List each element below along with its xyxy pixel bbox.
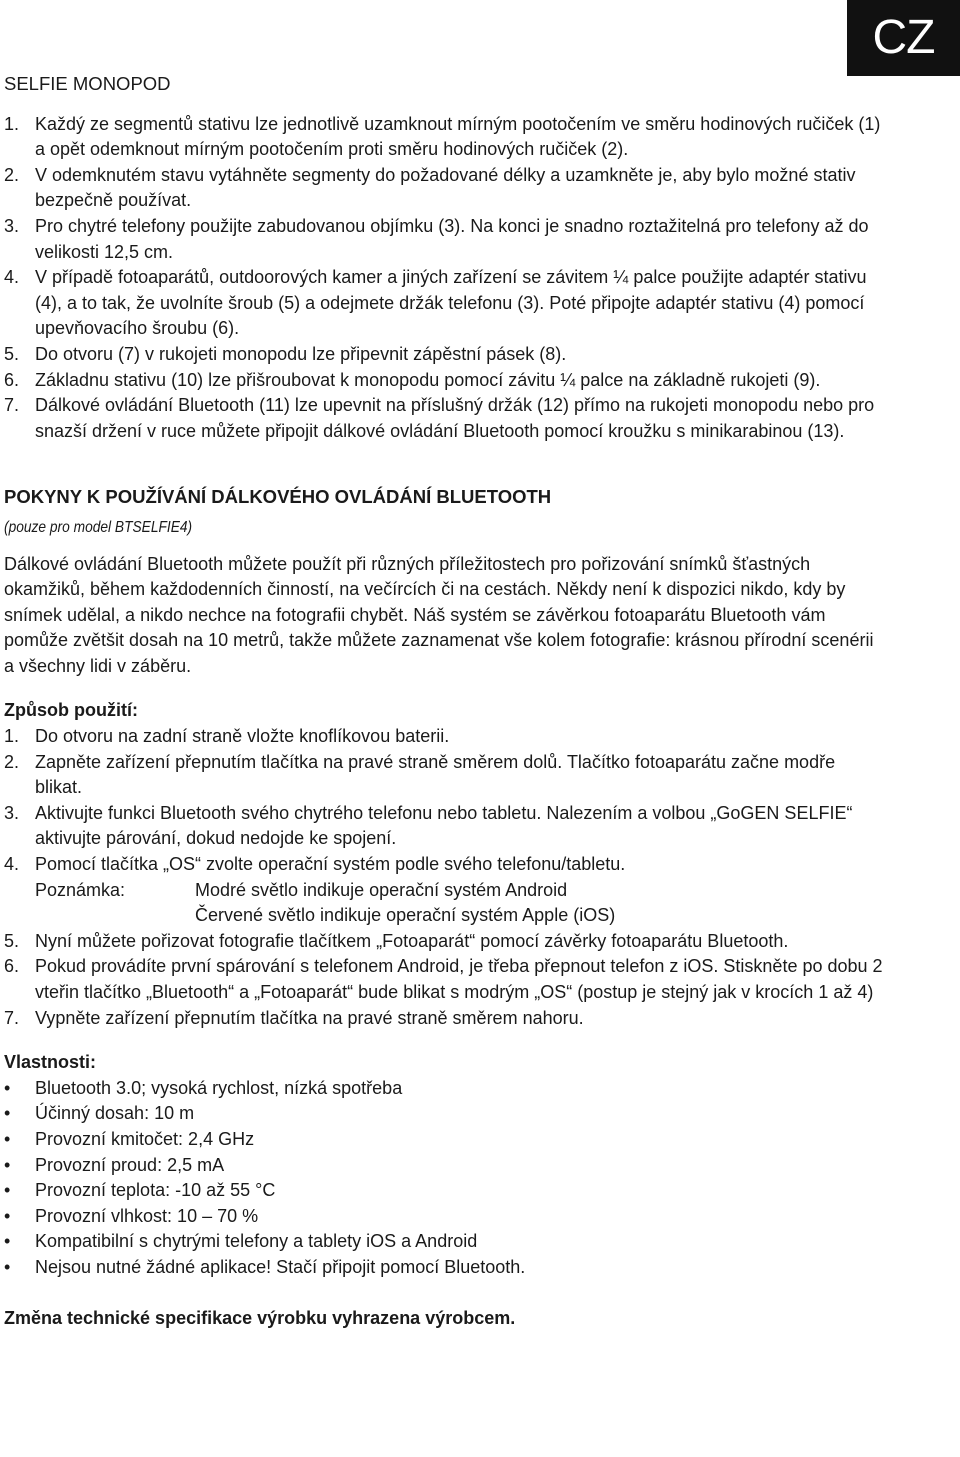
bullet-icon: • — [4, 1103, 11, 1124]
list-item: 7. Vypněte zařízení přepnutím tlačítka na pravé straně směrem nahoru. — [4, 1007, 584, 1028]
list-item: 1. Každý ze segmentů stativu lze jednotlivě uzamknout mírným pootočením ve směru hodinových ručiček (1) a opět odemknout mírným pootočením proti směru hodinových ručiček (2). — [4, 113, 881, 160]
list-item: 5. Nyní můžete pořizovat fotografie tlačítkem „Fotoaparát“ pomocí závěrky fotoaparátu Bluetooth. — [4, 930, 789, 951]
list-item: • Bluetooth 3.0; vysoká rychlost, nízká spotřeba — [4, 1076, 884, 1102]
list-item: 3. Pro chytré telefony použijte zabudovanou objímku (3). Na konci je snadno roztažitelná pro telefony až do velikosti 12,5 cm. — [4, 215, 869, 262]
bullet-icon: • — [4, 1231, 11, 1252]
list-item: 4. V případě fotoaparátů, outdoorových kamer a jiných zařízení se závitem ¼ palce použijte adaptér stativu (4), a to tak, že uvolníte šroub (5) a odejmete držák telefonu (3). Poté připojte adaptér stativu (4) pomocí upevňovacího šroubu (6). — [4, 267, 867, 339]
list-item: 1. Do otvoru na zadní straně vložte knoflíkovou baterii. — [4, 726, 450, 747]
model-note: (pouze pro model BTSELFIE4) — [4, 518, 193, 536]
list-item: • Účinný dosah: 10 m — [4, 1101, 884, 1127]
features-heading: Vlastnosti: — [4, 1052, 97, 1073]
bullet-icon: • — [4, 1154, 11, 1175]
note-label: Poznámka: — [35, 879, 126, 900]
list-item: • Provozní teplota: -10 až 55 °C — [4, 1178, 884, 1204]
list-item: 6. Základnu stativu (10) lze přišroubovat k monopodu pomocí závitu ¼ palce na základně rukojeti (9). — [4, 369, 821, 390]
bullet-icon: • — [4, 1077, 11, 1098]
list-item: 2. V odemknutém stavu vytáhněte segmenty do požadované délky a uzamkněte je, aby bylo možné stativ bezpečně používat. — [4, 164, 856, 211]
bluetooth-intro: Dálkové ovládání Bluetooth můžete použít při různých příležitostech pro pořizování snímků šťastných okamžiků, během každodenních činností, na večírcích či na cestách. Někdy není k dispozici nikdo, kdy by snímek udělal, a nikdo nechce na fotografii chybět. Náš systém se závěrkou fotoaparátu Bluetooth vám pomůže zvětšit dosah na 10 metrů, takže můžete zaznamenat vše kolem fotografie: krásnou přírodní scenérii a všechny lidi v záběru. — [4, 553, 874, 676]
list-item: 4. Pomocí tlačítka „OS“ zvolte operační systém podle svého telefonu/tabletu. — [4, 854, 626, 875]
note-line-android: Modré světlo indikuje operační systém Android — [195, 879, 568, 900]
bullet-icon: • — [4, 1205, 11, 1226]
list-item: 5. Do otvoru (7) v rukojeti monopodu lze připevnit zápěstní pásek (8). — [4, 343, 567, 364]
bullet-icon: • — [4, 1180, 11, 1201]
content — [4, 71, 884, 1331]
language-tag: CZ — [847, 0, 960, 76]
bullet-icon: • — [4, 1256, 11, 1277]
features-list — [4, 1076, 884, 1281]
assembly-steps — [4, 112, 884, 445]
list-item: 7. Dálkové ovládání Bluetooth (11) lze upevnit na příslušný držák (12) přímo na rukojeti monopodu nebo pro snazší držení v ruce můžete připojit dálkové ovládání Bluetooth pomocí kroužku s minikarabinou (13). — [4, 395, 875, 441]
disclaimer: Změna technické specifikace výrobku vyhrazena výrobcem. — [4, 1307, 516, 1328]
list-item: 3. Aktivujte funkci Bluetooth svého chytrého telefonu nebo tabletu. Nalezením a volbou „GoGEN SELFIE“ aktivujte párování, dokud nedojde ke spojení. — [4, 802, 853, 849]
page-title: SELFIE MONOPOD — [4, 73, 171, 94]
list-item: • Provozní vlhkost: 10 – 70 % — [4, 1204, 884, 1230]
list-item: • Provozní kmitočet: 2,4 GHz — [4, 1127, 884, 1153]
list-item: • Kompatibilní s chytrými telefony a tablety iOS a Android — [4, 1229, 884, 1255]
usage-steps-continued — [4, 929, 884, 1031]
os-note — [4, 878, 884, 904]
bullet-icon: • — [4, 1128, 11, 1149]
list-item: 6. Pokud provádíte první spárování s telefonem Android, je třeba přepnout telefon z iOS. Stiskněte po dobu 2 vteřin tlačítko „Bluetooth“ a „Fotoaparát“ bude blikat s modrým „OS“ (postup je stejný jak v krocích 1 až 4) — [4, 956, 883, 1002]
note-line-ios: Červené světlo indikuje operační systém Apple (iOS) — [195, 905, 616, 926]
list-item: • Nejsou nutné žádné aplikace! Stačí připojit pomocí Bluetooth. — [4, 1255, 884, 1281]
list-item: 2. Zapněte zařízení přepnutím tlačítka na pravé straně směrem dolů. Tlačítko fotoaparátu začne modře blikat. — [4, 751, 836, 798]
list-item: • Provozní proud: 2,5 mA — [4, 1153, 884, 1179]
bluetooth-section-heading: POKYNY K POUŽÍVÁNÍ DÁLKOVÉHO OVLÁDÁNÍ BLUETOOTH — [4, 486, 552, 508]
usage-heading: Způsob použití: — [4, 700, 138, 721]
usage-steps — [4, 724, 884, 878]
